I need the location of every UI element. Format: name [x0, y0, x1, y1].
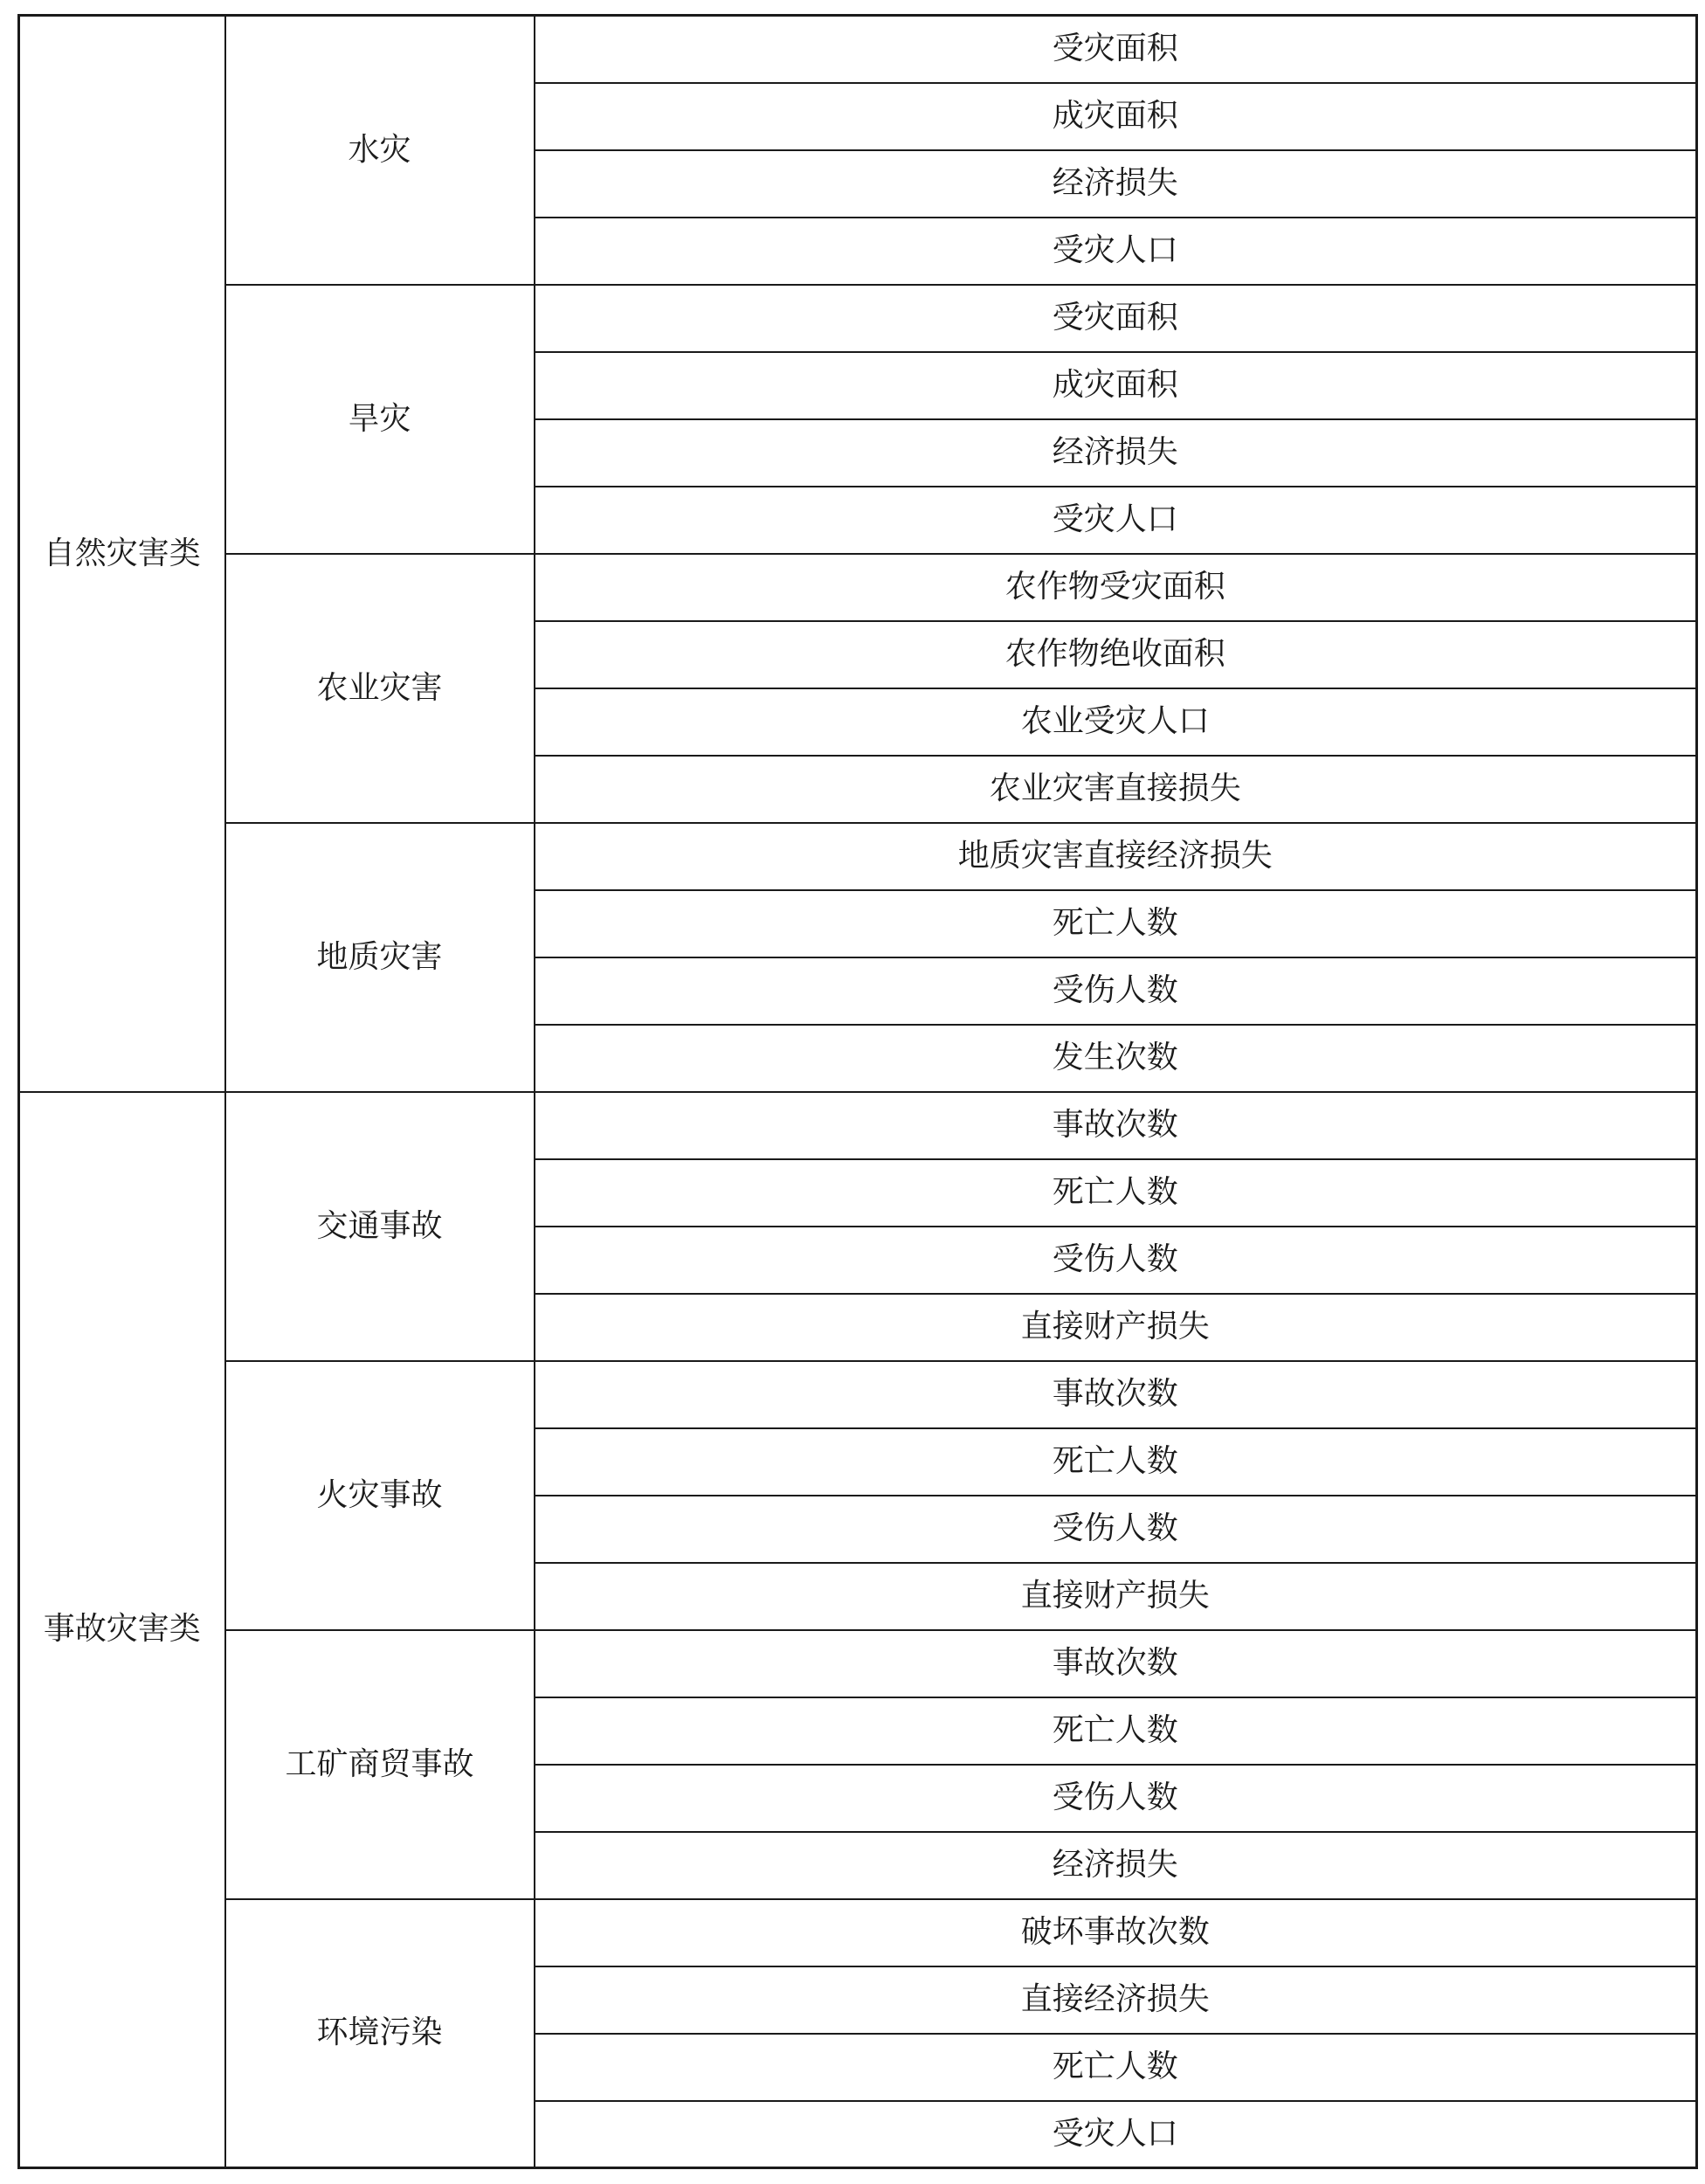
subcategory-cell: 工矿商贸事故	[225, 1630, 535, 1899]
table-body	[19, 16, 1697, 2168]
indicator-cell: 事故次数	[535, 1092, 1697, 1159]
indicator-cell: 死亡人数	[535, 890, 1697, 957]
indicator-cell: 地质灾害直接经济损失	[535, 823, 1697, 890]
indicator-cell: 死亡人数	[535, 1428, 1697, 1496]
indicator-cell: 经济损失	[535, 419, 1697, 487]
table-row	[19, 1361, 1697, 1428]
indicator-cell: 受灾人口	[535, 487, 1697, 554]
indicator-cell: 受伤人数	[535, 1227, 1697, 1294]
indicator-cell: 直接财产损失	[535, 1563, 1697, 1630]
indicator-cell: 成灾面积	[535, 352, 1697, 419]
indicator-cell: 受伤人数	[535, 1765, 1697, 1832]
subcategory-cell: 水灾	[225, 16, 535, 285]
indicator-cell: 经济损失	[535, 1832, 1697, 1899]
table-row	[19, 1092, 1697, 1159]
indicator-cell: 受伤人数	[535, 957, 1697, 1025]
category-cell: 自然灾害类	[19, 16, 225, 1092]
indicator-cell: 受灾面积	[535, 16, 1697, 83]
indicator-cell: 死亡人数	[535, 2034, 1697, 2101]
subcategory-cell: 地质灾害	[225, 823, 535, 1092]
subcategory-cell: 交通事故	[225, 1092, 535, 1361]
table-row	[19, 285, 1697, 352]
indicator-cell: 直接财产损失	[535, 1294, 1697, 1361]
table-row	[19, 823, 1697, 890]
subcategory-cell: 旱灾	[225, 285, 535, 554]
subcategory-cell: 火灾事故	[225, 1361, 535, 1630]
disaster-indicator-table	[17, 14, 1698, 2169]
indicator-cell: 受灾人口	[535, 218, 1697, 285]
indicator-cell: 破坏事故次数	[535, 1899, 1697, 1966]
category-cell: 事故灾害类	[19, 1092, 225, 2168]
indicator-cell: 农业受灾人口	[535, 688, 1697, 756]
table-row	[19, 16, 1697, 83]
indicator-cell: 农业灾害直接损失	[535, 756, 1697, 823]
subcategory-cell: 农业灾害	[225, 554, 535, 823]
table-row	[19, 1899, 1697, 1966]
indicator-cell: 事故次数	[535, 1361, 1697, 1428]
indicator-cell: 事故次数	[535, 1630, 1697, 1697]
indicator-cell: 受灾人口	[535, 2101, 1697, 2168]
indicator-cell: 直接经济损失	[535, 1966, 1697, 2034]
indicator-cell: 农作物绝收面积	[535, 621, 1697, 688]
subcategory-cell: 环境污染	[225, 1899, 535, 2168]
indicator-cell: 死亡人数	[535, 1697, 1697, 1765]
indicator-cell: 死亡人数	[535, 1159, 1697, 1227]
indicator-cell: 受伤人数	[535, 1496, 1697, 1563]
indicator-cell: 经济损失	[535, 150, 1697, 218]
indicator-cell: 农作物受灾面积	[535, 554, 1697, 621]
indicator-cell: 受灾面积	[535, 285, 1697, 352]
indicator-cell: 发生次数	[535, 1025, 1697, 1092]
table-row	[19, 554, 1697, 621]
indicator-cell: 成灾面积	[535, 83, 1697, 150]
table-row	[19, 1630, 1697, 1697]
